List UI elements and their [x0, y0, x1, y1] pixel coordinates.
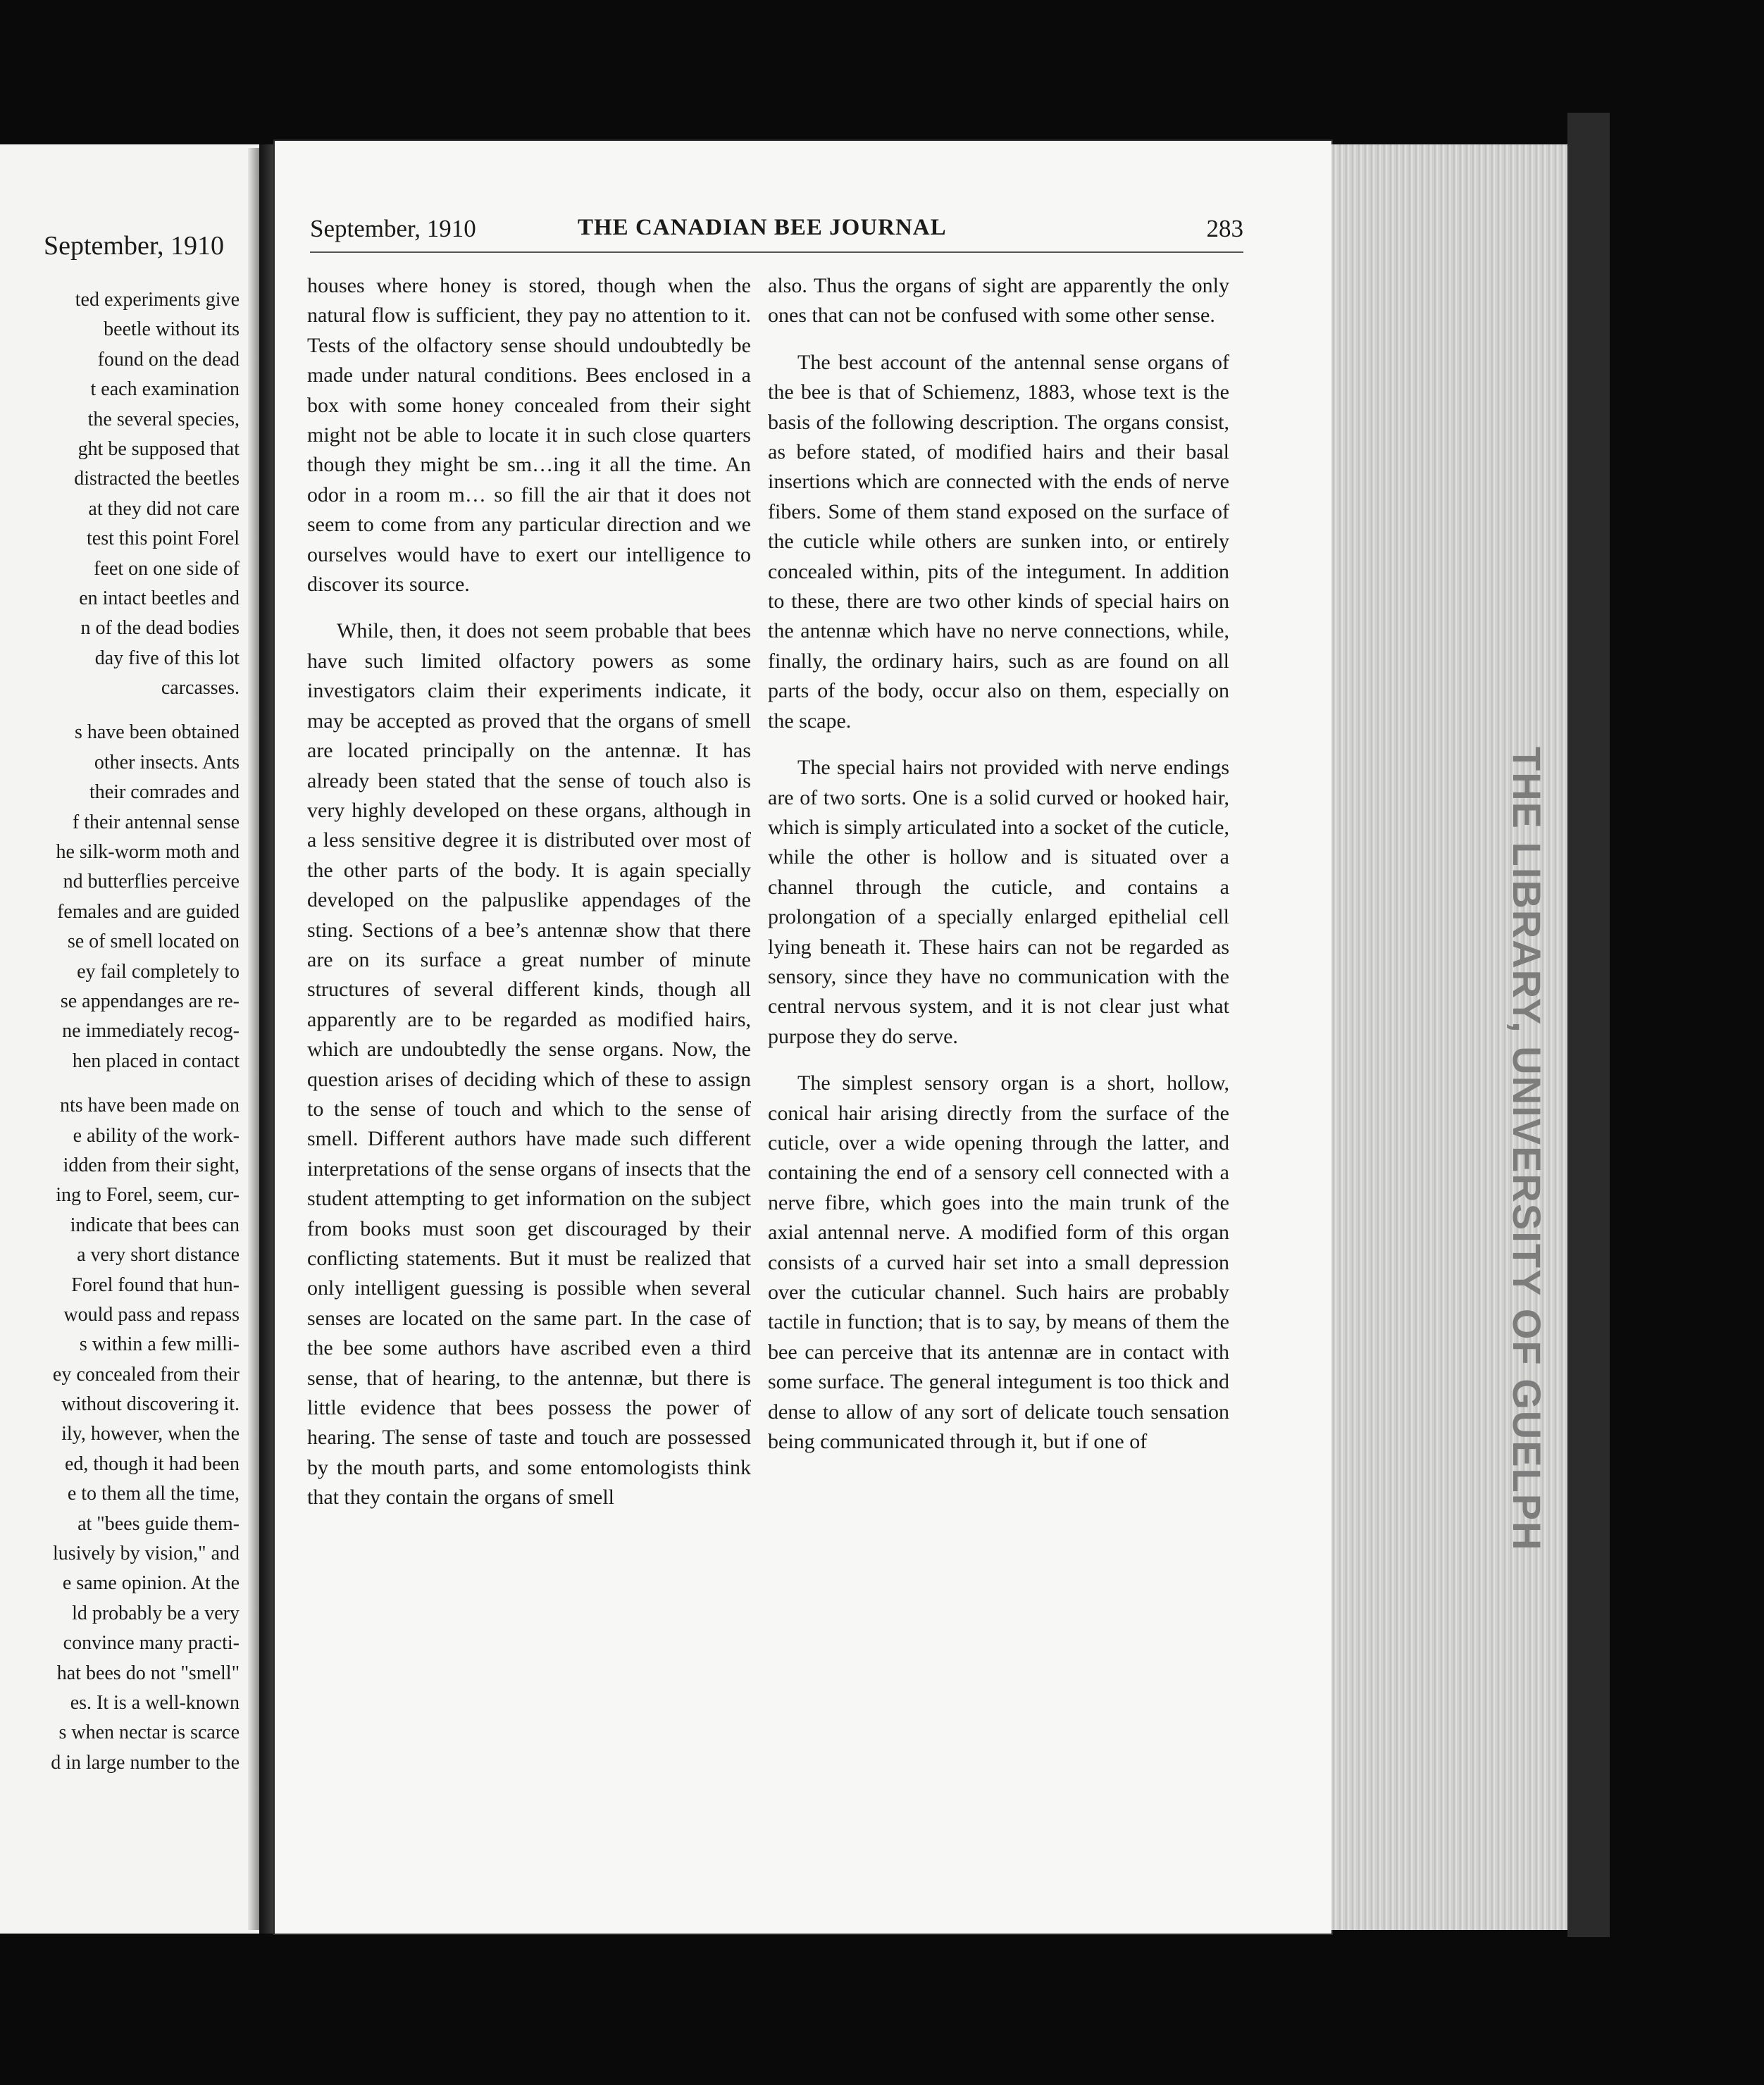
text-column-2 [768, 271, 1229, 1457]
left-page-line: ing to Forel, seem, cur- [56, 1184, 240, 1207]
left-page-line: idden from their sight, [63, 1154, 240, 1176]
left-page-line: ne immediately recog- [62, 1020, 240, 1042]
left-page-line: ld probably be a very [72, 1602, 240, 1624]
left-page-line: se of smell located on [67, 931, 240, 953]
left-page-line: carcasses. [161, 677, 240, 699]
paragraph: The simplest sensory organ is a short, hollow, conical hair arising directly from the surface of the cuticle, over a wide opening through the latter, and containing the end of a sensory cell connected with a nerve fibre, which goes into the main trunk of the axial antennal nerve. A modified form of this organ consists of a curved hair set into a small depression over the cuticular channel. Such hairs are probably tactile in function; that is to say, by means of them the bee can perceive that its antennæ are in contact with some surface. The general integument is too thick and dense to allow of any sort of delicate touch sensation being communicated through it, but if one of [768, 1071, 1229, 1454]
left-page-line: beetle without its [104, 318, 240, 341]
paragraph: also. Thus the organs of sight are apparently the only ones that can not be confused with some other sense. [768, 274, 1229, 328]
left-page-line: ght be supposed that [77, 437, 240, 460]
left-page-line: their comrades and [89, 781, 240, 804]
left-page-line: en intact beetles and [79, 587, 240, 609]
left-page-line [0, 1076, 259, 1091]
left-page [0, 144, 259, 1934]
left-page-line: ed, though it had been [64, 1452, 240, 1475]
paragraph: The best account of the antennal sense organs of the bee is that of Schiemenz, 1883, whose text is the basis of the following description. The organs consist, as before stated, of modified hairs and their basal insertions which are connected with the ends of nerve fibers. Some of them stand exposed on the surface of the cuticle while others are sunken into, or entirely concealed within, pits of the integument. In addition to these, there are two other kinds of special hairs on the antennæ which have no nerve connections, while, finally, the ordinary hairs, such as are found on all parts of the body, occur also on them, especially on the scape. [768, 350, 1229, 733]
paragraph: While, then, it does not seem probable that bees have such limited olfactory powers as some investigators claim their experiments indicate, it may be accepted as proved that the organs of smell are located principally on the antennæ. It has already been stated that the sense of touch also is very highly developed on these organs, although in a less sensitive degree it is distributed over most of the other parts of the body. It is again specially developed on the palpuslike appendages of the sting. Sections of a bee’s antennæ show that there are on its surface a great number of minute structures of several different kinds, though all apparently are to be regarded as modified hairs, which are undoubtedly the sense organs. Now, the question arises of deciding which of these to assign to the sense of touch and which to the sense of smell. Different authors have made such different interpretations of the sense organs of insects that the student attempting to get information on the subject from books must soon get discouraged by their conflicting statements. But it must be realized that only intelligent guessing is possible when several senses are located on the same part. In the case of the bee some authors have ascribed even a third sense, that of hearing, to the antennæ, but there is little evidence that bees possess the power of hearing. The sense of taste and touch are possessed by the mouth parts, and some entomologists think that they contain the organs of smell [307, 619, 751, 1510]
page-number: 283 [1206, 215, 1243, 242]
book-cover-edge [1567, 113, 1610, 1937]
left-page-line: would pass and repass [63, 1303, 240, 1326]
left-page-line: he silk-worm moth and [56, 841, 240, 864]
left-page-line: indicate that bees can [70, 1214, 240, 1236]
left-page-line: found on the dead [97, 348, 240, 371]
paragraph: The special hairs not provided with nerve endings are of two sorts. One is a solid curved or hooked hair, which is simply articulated into a socket of the cuticle, while the other is hollow and is situated over a channel through the cuticle, and contains a prolongation of a specially enlarged epithelial cell lying beneath it. These hairs can not be regarded as sensory, since they have no communication with the central nervous system, and it is not clear just what purpose they do serve. [768, 756, 1229, 1048]
left-page-line: es. It is a well-known [70, 1691, 240, 1714]
left-page-line: Forel found that hun- [71, 1274, 240, 1296]
left-page-line: s within a few milli- [79, 1333, 240, 1356]
library-stamp: THE LIBRARY, UNIVERSITY OF GUELPH [1505, 747, 1549, 1552]
running-head-date: September, 1910 [310, 215, 476, 242]
left-page-line: females and are guided [57, 900, 240, 923]
running-head [310, 215, 1243, 253]
text-column-1 [307, 271, 751, 1513]
left-page-line: feet on one side of [94, 557, 240, 580]
left-page-line: a very short distance [77, 1244, 240, 1266]
left-page-line: e to them all the time, [67, 1483, 240, 1505]
left-page-line [0, 703, 259, 718]
left-page-line: nd butterflies perceive [63, 871, 240, 893]
left-page-line: e ability of the work- [73, 1124, 240, 1147]
left-page-line: ted experiments give [75, 289, 240, 311]
journal-title: THE CANADIAN BEE JOURNAL [578, 215, 947, 240]
left-page-line: e same opinion. At the [62, 1572, 240, 1595]
left-page-line: ily, however, when the [61, 1423, 240, 1445]
left-page-line: the several species, [87, 408, 240, 430]
left-page-line: d in large number to the [51, 1751, 240, 1774]
left-page-line: hat bees do not "smell" [56, 1662, 240, 1684]
left-page-line: distracted the beetles [74, 468, 240, 490]
left-page-line: at they did not care [88, 497, 240, 520]
left-page-line: s have been obtained [74, 721, 240, 744]
left-page-line: s when nectar is scarce [58, 1722, 240, 1744]
left-page-text [0, 285, 259, 1778]
paragraph: houses where honey is stored, though when the natural flow is sufficient, they pay no attention to it. Tests of the olfactory sense should undoubtedly be made under natural conditions. Bees enclosed in a box with some honey concealed from their sight might not be able to locate it in such close quarters though they might be sm…ing it all the time. An odor in a room m… so fill the air that it does not seem to come from any particular direction and we ourselves would have to exert our intelligence to discover its source. [307, 274, 751, 597]
left-page-line: nts have been made on [59, 1095, 240, 1117]
left-page-line: convince many practi- [63, 1632, 240, 1655]
left-page-line: without discovering it. [61, 1393, 240, 1416]
left-page-header: September, 1910 [44, 231, 224, 261]
left-page-line: test this point Forel [87, 528, 240, 550]
left-page-line: t each examination [90, 378, 240, 401]
left-page-line: hen placed in contact [72, 1050, 240, 1072]
left-page-line: at "bees guide them- [77, 1512, 240, 1535]
left-page-line: ey fail completely to [77, 960, 240, 983]
left-page-line: day five of this lot [94, 647, 240, 669]
left-page-line: se appendanges are re- [60, 990, 240, 1012]
left-page-line: ey concealed from their [52, 1363, 240, 1386]
left-page-line: lusively by vision," and [53, 1543, 240, 1565]
left-page-line: other insects. Ants [94, 751, 240, 773]
left-page-line: n of the dead bodies [80, 617, 240, 640]
left-page-line: f their antennal sense [72, 811, 240, 833]
